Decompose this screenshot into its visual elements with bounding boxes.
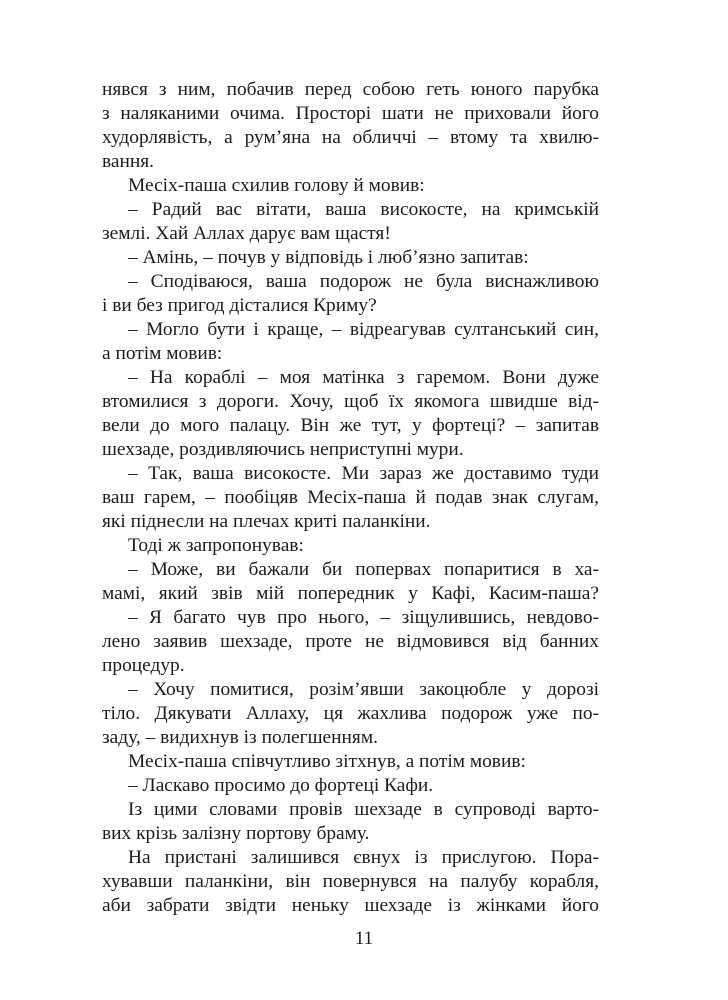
text-line: втомилися з дороги. Хочу, щоб їх якомога швидше від- [102, 391, 599, 412]
text-line: а потім мовив: [102, 343, 223, 364]
text-line: лено заявив шехзаде, проте не відмовився від банних [102, 631, 599, 652]
text-line: – Ласкаво просимо до фортеці Кафи. [128, 775, 434, 796]
text-line: які піднесли на плечах криті паланкіни. [102, 511, 431, 532]
text-line: вання. [102, 151, 155, 172]
text-line: – Могло бути і краще, – відреагував султанський син, [128, 319, 599, 340]
text-line: – Я багато чув про нього, – зіщулившись, невдово- [128, 607, 599, 628]
text-line: вели до мого палацу. Він же тут, у фортеці? – запитав [102, 415, 599, 436]
text-line: землі. Хай Аллах дарує вам щастя! [102, 223, 391, 244]
text-line: – Так, ваша високосте. Ми зараз же доставимо туди [128, 463, 599, 484]
text-line: з наляканими очима. Просторі шати не приховали його [102, 103, 599, 124]
text-line: заду, – видихнув із полегшенням. [102, 727, 378, 748]
page-number: 11 [354, 928, 374, 949]
text-line: вих крізь залізну портову браму. [102, 823, 370, 844]
text-line: – Сподіваюся, ваша подорож не була виснажливою [128, 271, 599, 292]
text-line: ваш гарем, – пообіцяв Месіх-паша й подав знак слугам, [102, 487, 599, 508]
text-line: Із цими словами провів шехзаде в супроводі варто- [128, 799, 599, 820]
text-line: мамі, який звів мій попередник у Кафі, Касим-паша? [102, 583, 599, 604]
text-line: Месіх-паша співчутливо зітхнув, а потім мовив: [128, 751, 526, 772]
text-line: – Радий вас вітати, ваша високосте, на кримській [128, 199, 599, 220]
text-line: худорлявість, а рум’яна на обличчі – втому та хвилю- [102, 127, 599, 148]
text-line: нявся з ним, побачив перед собою геть юного парубка [102, 79, 599, 100]
text-line: – Може, ви бажали би попервах попаритися в ха- [128, 559, 599, 580]
text-line: хувавши паланкіни, він повернувся на палубу корабля, [102, 871, 599, 892]
text-line: – Хочу помитися, розім’явши закоцюбле у дорозі [128, 679, 599, 700]
text-line: тіло. Дякувати Аллаху, ця жахлива подорож уже по- [102, 703, 599, 724]
text-line: Тоді ж запропонував: [128, 535, 304, 556]
text-line: – Амінь, – почув у відповідь і люб’язно запитав: [128, 247, 529, 268]
text-line: шехзаде, роздивляючись неприступні мури. [102, 439, 464, 460]
text-line: і ви без пригод дісталися Криму? [102, 295, 377, 316]
text-line: – На кораблі – моя матінка з гаремом. Вони дуже [128, 367, 599, 388]
text-line: Месіх-паша схилив голову й мовив: [128, 175, 425, 196]
text-line: процедур. [102, 655, 185, 676]
text-line: На пристані залишився євнух із прислугою. Пора- [128, 847, 599, 868]
text-line: аби забрати звідти неньку шехзаде із жінками його [102, 895, 599, 916]
